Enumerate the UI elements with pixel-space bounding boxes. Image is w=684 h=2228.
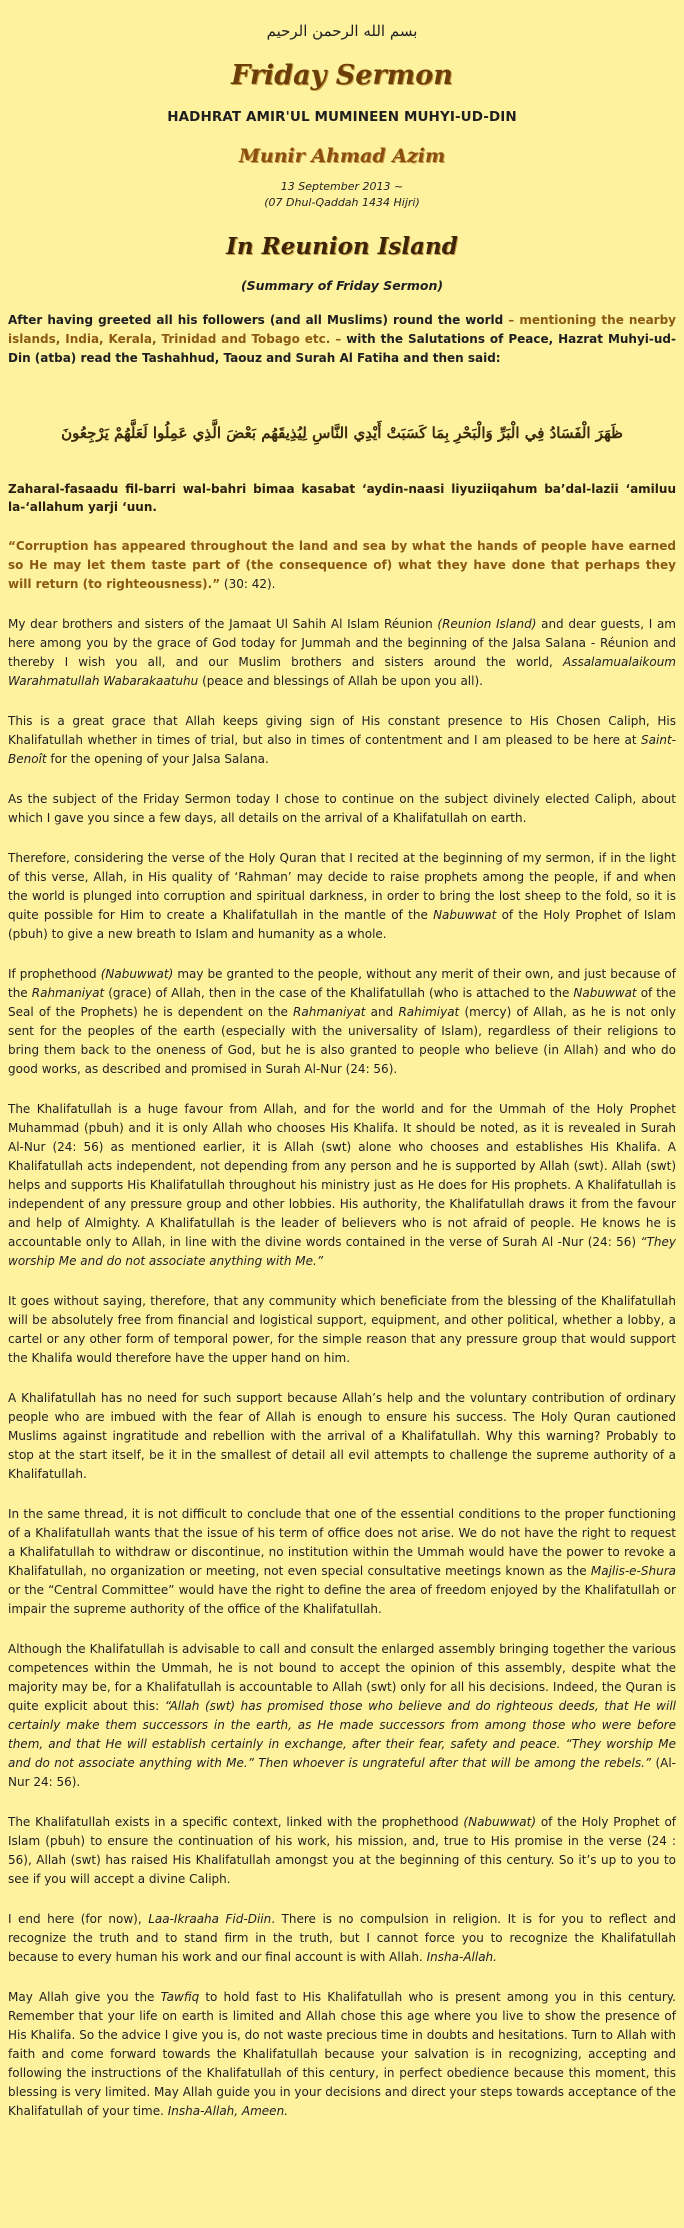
paragraph-3: As the subject of the Friday Sermon today I chose to continue on the subject divinely elected Caliph, about which I gave you since a few days, all details on the arrival of a Khalifatullah on earth. xyxy=(8,792,676,825)
text: My dear brothers and sisters of the Jamaat Ul Sahih Al Islam Réunion xyxy=(8,617,438,631)
text: (mercy) of Allah, as he is not only sent for the peoples of the earth (especially with the universality of Islam), regardless of their religions to bring them back to the oneness of God, but he is also granted to people who believe (in Allah) and who do good works, as described and promised in Surah Al-Nur (24: 56). xyxy=(8,1005,676,1076)
paragraph-12 xyxy=(8,1910,676,1967)
text-italic: Assalamualaikoum Warahmatullah Wabarakaatuhu xyxy=(8,655,676,688)
text: I end here (for now), xyxy=(8,1912,149,1926)
intro-part1: After having greeted all his followers (and all Muslims) round the world xyxy=(8,313,504,327)
text-italic: Majlis-e-Shura xyxy=(590,1564,676,1578)
paragraph-6 xyxy=(8,1100,676,1271)
text: May Allah give you the xyxy=(8,1990,161,2004)
text-italic: Nabuwwat xyxy=(573,986,637,1000)
paragraph-1 xyxy=(8,615,676,691)
date-gregorian: 13 September 2013 ~ xyxy=(280,180,404,193)
paragraph-9 xyxy=(8,1505,676,1619)
text-italic: Tawfiq xyxy=(160,1990,200,2004)
page-title: Friday Sermon xyxy=(231,60,453,91)
text-italic: (Reunion Island) xyxy=(437,617,537,631)
text: . There is no compulsion in religion. It is for you to reflect and recognize the truth and to stand firm in the truth, but I cannot force you to recognize the Khalifatullah because to every human his work and our final account is with Allah. xyxy=(8,1912,677,1964)
text: of the Holy Prophet of Islam (pbuh) to ensure the continuation of his work, his mission, and, true to His promise in the verse (24 : 56), Allah (swt) has raised His Khalifatullah amongst you at the beginning of this century. So it’s up to you to see if you will accept a divine Caliph. xyxy=(8,1815,677,1886)
text: (peace and blessings of Allah be upon you all). xyxy=(198,674,483,688)
intro-part2: – mentioning the nearby islands, India, Kerala, Trinidad and Tobago etc. – xyxy=(8,313,676,346)
text: (grace) of Allah, then in the case of the Khalifatullah (who is attached to the xyxy=(104,986,574,1000)
translation-text: “Corruption has appeared throughout the land and sea by what the hands of people have earned so He may let them taste part of (the consequence of) what they have done that perhaps they will return (to righteousness).” xyxy=(8,539,676,591)
text-italic: Laa-Ikraaha Fid-Diin xyxy=(148,1912,272,1926)
summary-label: (Summary of Friday Sermon) xyxy=(240,278,444,293)
verse-transliteration: Zaharal-fasaadu fil-barri wal-bahri bimaa kasabat ‘aydin-naasi liyuziiqahum ba’dal-lazii ‘amiluu la-‘allahum yarji ‘uun. xyxy=(8,482,676,514)
text: of the Seal of the Prophets) he is dependent on the xyxy=(8,986,677,1019)
text: and xyxy=(365,1005,399,1019)
paragraph-4 xyxy=(8,849,676,944)
text: If prophethood xyxy=(8,967,101,981)
paragraph-5 xyxy=(8,965,676,1079)
text-italic: “They worship Me and do not associate anything with Me.” xyxy=(8,1235,676,1268)
paragraph-11 xyxy=(8,1813,676,1889)
date-hijri: (07 Dhul-Qaddah 1434 Hijri) xyxy=(264,196,420,209)
text: This is a great grace that Allah keeps giving sign of His constant presence to His Chosen Caliph, His Khalifatullah whether in times of trial, but also in times of contentment and I am pleased to be here at xyxy=(8,714,676,747)
paragraph-8: A Khalifatullah has no need for such support because Allah’s help and the voluntary contribution of ordinary people who are imbued with the fear of Allah is enough to ensure his success. The Holy Quran cautioned Muslims against ingratitude and rebellion with the arrival of a Khalifatullah. Why this warning? Probably to stop at the start itself, be it in the smallest of detail all evil attempts to challenge the supreme authority of a Khalifatullah. xyxy=(8,1391,676,1481)
paragraph-7: It goes without saying, therefore, that any community which beneficiate from the blessing of the Khalifatullah will be absolutely free from financial and logistical support, equipment, and other political, whether a lobby, a cartel or any other form of temporal power, for the simple reason that any pressure group that would support the Khalifa would therefore have the upper hand on him. xyxy=(8,1294,676,1365)
intro-part3: with the Salutations of Peace, Hazrat Muhyi-ud-Din (atba) read the Tashahhud, Taouz and Surah Al Fatiha and then said: xyxy=(8,332,676,365)
text-italic: Insha-Allah, Ameen. xyxy=(167,2104,288,2118)
verse-reference: (30: 42). xyxy=(220,577,276,591)
text-italic: Rahmaniyat xyxy=(293,1005,366,1019)
verse-translation xyxy=(8,537,676,594)
intro-paragraph xyxy=(8,311,676,368)
text-italic: Rahimiyat xyxy=(398,1005,460,1019)
quran-verse-arabic: ظَهَرَ الْفَسَادُ فِي الْبَرِّ وَالْبَحْرِ بِمَا كَسَبَتْ أَيْدِي النَّاسِ لِيُذِيقَهُم بَعْضَ الَّذِي عَمِلُوا لَعَلَّهُمْ يَرْجِعُونَ xyxy=(61,424,623,442)
paragraph-13 xyxy=(8,1988,676,2121)
text: In the same thread, it is not difficult to conclude that one of the essential conditions to the proper functioning of a Khalifatullah wants that the issue of his term of office does not arise. We do not have the right to request a Khalifatullah to withdraw or discontinue, no institution within the Ummah would have the power to revoke a Khalifatullah, no organization or meeting, not even special consultative meetings known as the xyxy=(8,1507,676,1578)
subtitle: HADHRAT AMIR'UL MUMINEEN MUHYI-UD-DIN xyxy=(167,109,517,125)
text-italic: (Nabuwwat) xyxy=(463,1815,537,1829)
text: or the “Central Committee” would have the right to define the area of freedom enjoyed by the Khalifatullah or impair the supreme authority of the office of the Khalifatullah. xyxy=(8,1583,676,1616)
text: Although the Khalifatullah is advisable to call and consult the enlarged assembly bringing together the various competences within the Ummah, he is not bound to accept the opinion of this assembly, despite what the majority may be, for a Khalifatullah is accountable to Allah (swt) only for all his decisions. Indeed, the Quran is quite explicit about this: xyxy=(8,1642,676,1713)
text-italic: Saint-Benoît xyxy=(8,733,676,766)
bismillah: بسم الله الرحمن الرحيم xyxy=(266,22,418,40)
author-name: Munir Ahmad Azim xyxy=(238,145,446,167)
text: The Khalifatullah is a huge favour from Allah, and for the world and for the Ummah of the Holy Prophet Muhammad (pbuh) and it is only Allah who chooses His Khalifa. It should be noted, as it is revealed in Surah Al-Nur (24: 56) as mentioned earlier, it is Allah (swt) alone who chooses and establishes His Khalifa. A Khalifatullah acts independent, not depending from any person and he is supported by Allah (swt). Allah (swt) helps and supports His Khalifatullah throughout his ministry just as He does for His prophets. A Khalifatullah is independent of any pressure group and other lobbies. His authority, the Khalifatullah draws it from the favour and help of Almighty. A Khalifatullah is the leader of believers who is not afraid of people. He knows he is accountable only to Allah, in line with the divine words contained in the verse of Surah Al -Nur (24: 56) xyxy=(8,1102,676,1249)
text-italic: Insha-Allah. xyxy=(426,1950,497,1964)
text: may be granted to the people, without any merit of their own, and just because of the xyxy=(8,967,676,1000)
paragraph-2 xyxy=(8,712,676,769)
sermon-date xyxy=(8,179,676,211)
text-italic: “Allah (swt) has promised those who believe and do righteous deeds, that He will certainly make them successors in the earth, as He made successors from among those who were before them, and that He will establish certainly in exchange, after their fear, safety and peace. “They worship Me and do not associate anything with Me.” Then whoever is ungrateful after that will be among the rebels.” xyxy=(8,1699,676,1770)
text: for the opening of your Jalsa Salana. xyxy=(46,752,269,766)
text: and dear guests, I am here among you by the grace of God today for Jummah and the beginning of the Jalsa Salana - Réunion and thereby I wish you all, and our Muslim brothers and sisters around the world, xyxy=(8,617,676,669)
text: of the Holy Prophet of Islam (pbuh) to give a new breath to Islam and humanity as a whole. xyxy=(8,908,676,941)
text-italic: Nabuwwat xyxy=(433,908,497,922)
text: (Al-Nur 24: 56). xyxy=(8,1756,677,1789)
text: Therefore, considering the verse of the Holy Quran that I recited at the beginning of my sermon, if in the light of this verse, Allah, in His quality of ‘Rahman’ may decide to raise prophets among the people, if and when the world is plunged into corruption and spiritual darkness, in order to bring the lost sheep to the fold, so it is quite possible for Him to create a Khalifatullah in the mantle of the xyxy=(8,851,676,922)
text-italic: (Nabuwwat) xyxy=(100,967,174,981)
text: to hold fast to His Khalifatullah who is present among you in this century. Remember that your life on earth is limited and Allah chose this age where you live to show the presence of His Khalifa. So the advice I give you is, do not waste precious time in doubts and hesitations. Turn to Allah with faith and come forward towards the Khalifatullah because your salvation is in recognizing, accepting and following the instructions of the Khalifatullah of this century, in perfect obedience because this moment, this blessing is very limited. May Allah guide you in your decisions and direct your steps towards acceptance of the Khalifatullah of your time. xyxy=(8,1990,676,2118)
paragraph-10 xyxy=(8,1640,676,1792)
text-italic: Rahmaniyat xyxy=(31,986,105,1000)
text: The Khalifatullah exists in a specific context, linked with the prophethood xyxy=(8,1815,464,1829)
location-heading: In Reunion Island xyxy=(226,233,458,260)
